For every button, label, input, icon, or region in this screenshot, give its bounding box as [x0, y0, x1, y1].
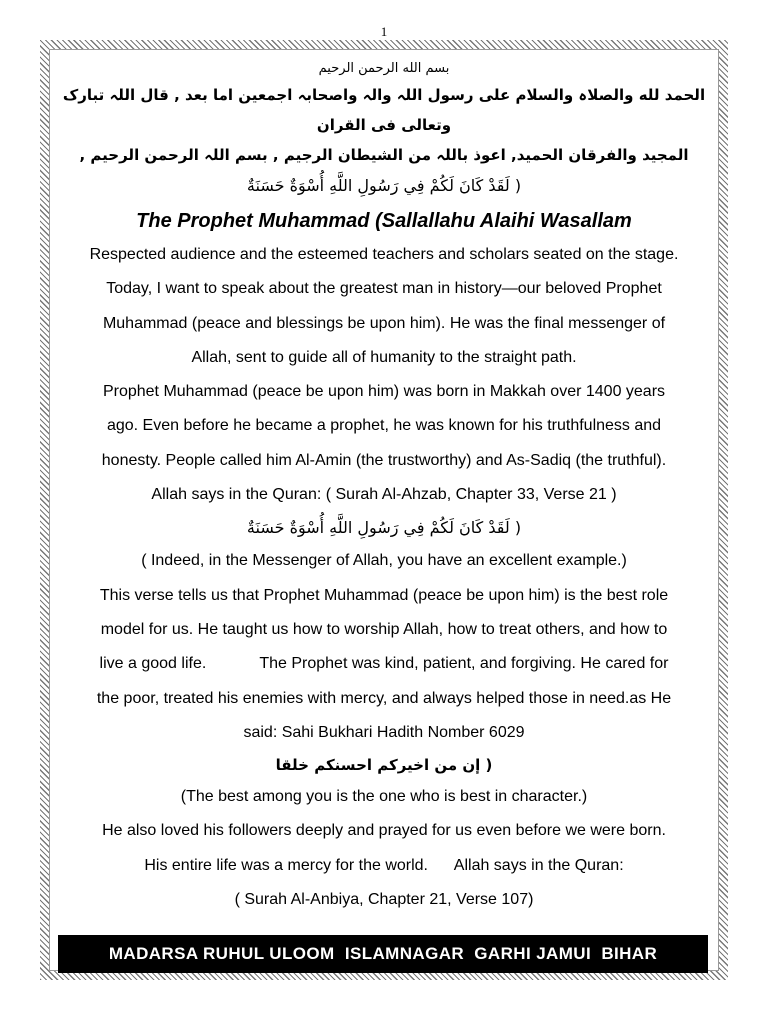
arabic-intro-line-1: الحمد لله والصلاہ والسلام علی رسول اللہ والہ واصحابہ اجمعین اما بعد , قال اللہ تبارک وتعالی فی القران — [62, 86, 706, 134]
paragraph-line: Allah, sent to guide all of humanity to the straight path. — [191, 348, 577, 366]
arabic-intro-line-2: المجید والفرقان الحمید, اعوذ باللہ من الشیطان الرجیم , بسم اللہ الرحمن الرحیم , — [79, 146, 689, 164]
quran-verse-arabic: ( لَقَدْ كَانَ لَكُمْ فِي رَسُولِ اللَّهِ أُسْوَةٌ حَسَنَةٌ — [246, 518, 522, 538]
paragraph-line: Allah says in the Quran: ( Surah Al-Ahzab, Chapter 33, Verse 21 ) — [151, 486, 617, 504]
arabic-intro-verse: ( لَقَدْ كَانَ لَكُمْ فِي رَسُولِ اللَّهِ أُسْوَةٌ حَسَنَةٌ — [246, 176, 522, 195]
paragraph-line: This verse tells us that Prophet Muhammad (peace be upon him) is the best role — [99, 586, 669, 604]
paragraph-line: Today, I want to speak about the greatest man in history—our beloved Prophet — [106, 280, 662, 298]
page-number: 1 — [380, 24, 388, 39]
hadith-translation: (The best among you is the one who is best in character.) — [180, 788, 588, 806]
paragraph-line: Prophet Muhammad (peace be upon him) was born in Makkah over 1400 years — [102, 383, 666, 401]
bismillah-heading: بسم الله الرحمن الرحیم — [318, 61, 450, 76]
paragraph-line: model for us. He taught us how to worship Allah, how to treat others, and how to — [100, 620, 668, 638]
paragraph-line: ago. Even before he became a prophet, he was known for his truthfulness and — [106, 417, 662, 435]
paragraph-line: the poor, treated his enemies with mercy, and always helped those in need.as He — [96, 689, 672, 707]
hadith-arabic: ( إن من اخیرکم احسنکم خلقا — [275, 756, 493, 775]
verse-translation: ( Indeed, in the Messenger of Allah, you have an excellent example.) — [141, 552, 627, 570]
footer-banner: MADARSA RUHUL ULOOM ISLAMNAGAR GARHI JAMUI BIHAR — [58, 935, 708, 973]
document-body — [52, 56, 716, 917]
paragraph-line: said: Sahi Bukhari Hadith Nomber 6029 — [243, 723, 525, 741]
paragraph-line: His entire life was a mercy for the world. Allah says in the Quran: — [144, 856, 624, 874]
paragraph-line: He also loved his followers deeply and prayed for us even before we were born. — [102, 822, 666, 840]
paragraph-line: Muhammad (peace and blessings be upon him). He was the final messenger of — [102, 314, 666, 332]
paragraph-line: Respected audience and the esteemed teachers and scholars seated on the stage. — [89, 246, 679, 263]
paragraph-line: live a good life. The Prophet was kind, patient, and forgiving. He cared for — [99, 655, 669, 673]
document-title: The Prophet Muhammad (Sallallahu Alaihi Wasallam — [136, 210, 632, 232]
paragraph-line: honesty. People called him Al-Amin (the trustworthy) and As-Sadiq (the truthful). — [101, 451, 667, 469]
paragraph-line: ( Surah Al-Anbiya, Chapter 21, Verse 107) — [234, 891, 534, 909]
